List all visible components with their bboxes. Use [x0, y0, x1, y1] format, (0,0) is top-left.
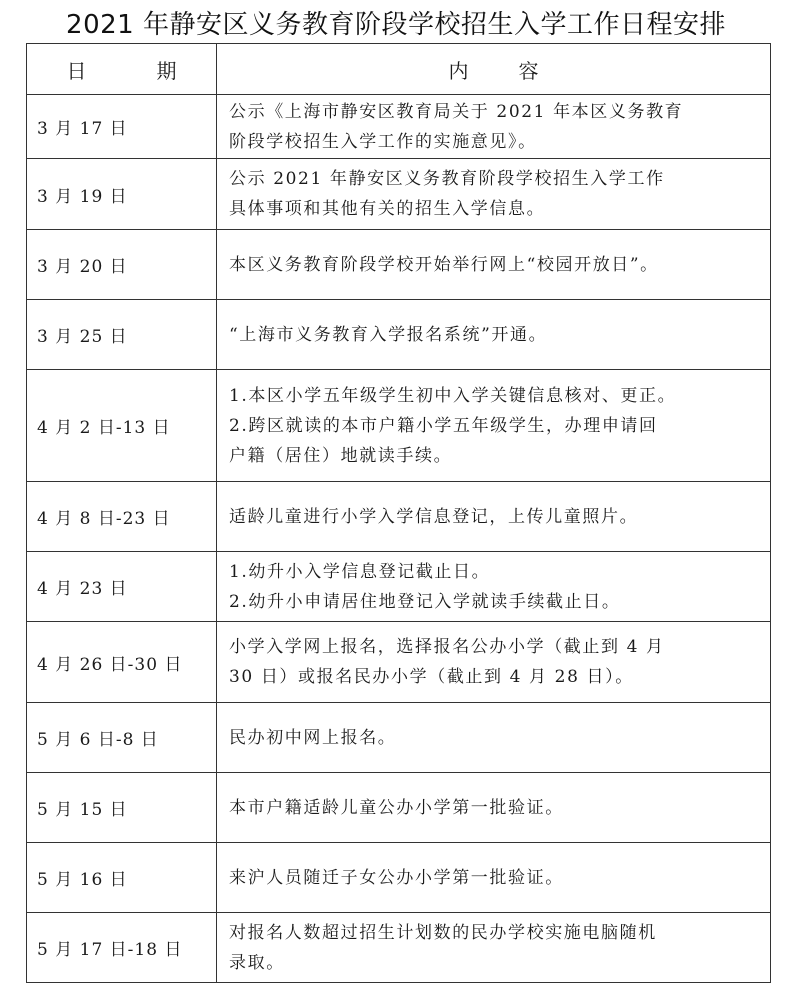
row-content-line: 对报名人数超过招生计划数的民办学校实施电脑随机: [229, 922, 657, 943]
header-content-char-1: 内: [448, 58, 469, 83]
table-row: [27, 370, 771, 482]
table-row: [27, 95, 771, 159]
row-date: 3 月 19 日: [27, 159, 217, 230]
schedule-table: [26, 43, 771, 983]
row-content-line: 1.本区小学五年级学生初中入学关键信息核对、更正。: [229, 385, 677, 406]
row-content-line: 2.跨区就读的本市户籍小学五年级学生，办理申请回: [229, 415, 658, 436]
table-row: [27, 230, 771, 300]
row-content-line: 30 日）或报名民办小学（截止到 4 月 28 日）。: [229, 667, 634, 687]
row-content-line: 适龄儿童进行小学入学信息登记，上传儿童照片。: [229, 506, 639, 527]
row-content: [217, 370, 771, 482]
row-date: 5 月 16 日: [27, 843, 217, 913]
row-date: 4 月 26 日-30 日: [27, 622, 217, 703]
header-date: [27, 44, 217, 95]
row-content: [217, 300, 771, 370]
table-row: [27, 300, 771, 370]
row-date: 3 月 17 日: [27, 95, 217, 159]
row-content: [217, 95, 771, 159]
table-header-row: [27, 44, 771, 95]
row-content: [217, 913, 771, 983]
row-content-line: 来沪人员随迁子女公办小学第一批验证。: [229, 867, 564, 888]
table-row: [27, 703, 771, 773]
row-content-line: “上海市义务教育入学报名系统”开通。: [229, 324, 548, 345]
row-content-line: 公示《上海市静安区教育局关于 2021 年本区义务教育: [229, 101, 684, 122]
page-title: 2021 年静安区义务教育阶段学校招生入学工作日程安排: [66, 10, 726, 40]
row-content-line: 公示 2021 年静安区义务教育阶段学校招生入学工作: [229, 169, 665, 189]
row-content: [217, 159, 771, 230]
row-date: 5 月 15 日: [27, 773, 217, 843]
row-content-line: 1.幼升小入学信息登记截止日。: [229, 561, 491, 582]
row-content-line: 本市户籍适龄儿童公办小学第一批验证。: [229, 797, 564, 818]
row-date: 4 月 8 日-23 日: [27, 482, 217, 552]
row-content-line: 录取。: [229, 952, 285, 973]
row-date: 4 月 2 日-13 日: [27, 370, 217, 482]
row-content-line: 户籍（居住）地就读手续。: [229, 445, 453, 466]
table-row: [27, 622, 771, 703]
row-date: 5 月 6 日-8 日: [27, 703, 217, 773]
table-row: [27, 159, 771, 230]
table-row: [27, 552, 771, 622]
row-content-line: 本区义务教育阶段学校开始举行网上“校园开放日”。: [229, 254, 659, 275]
header-date-char-2: 期: [156, 58, 177, 83]
row-content: [217, 622, 771, 703]
row-date: 3 月 20 日: [27, 230, 217, 300]
row-date: 4 月 23 日: [27, 552, 217, 622]
row-content: [217, 482, 771, 552]
row-date: 3 月 25 日: [27, 300, 217, 370]
row-content-line: 阶段学校招生入学工作的实施意见》。: [229, 131, 537, 152]
row-date: 5 月 17 日-18 日: [27, 913, 217, 983]
table-row: [27, 913, 771, 983]
row-content: [217, 552, 771, 622]
row-content-line: 具体事项和其他有关的招生入学信息。: [229, 199, 546, 219]
row-content-line: 2.幼升小申请居住地登记入学就读手续截止日。: [229, 591, 621, 612]
table-row: [27, 482, 771, 552]
row-content-line: 小学入学网上报名，选择报名公办小学（截止到 4 月: [229, 637, 665, 657]
header-content: [217, 44, 771, 95]
header-content-char-2: 容: [518, 58, 539, 83]
table-row: [27, 843, 771, 913]
header-date-char-1: 日: [66, 58, 87, 83]
table-row: [27, 773, 771, 843]
row-content: [217, 843, 771, 913]
row-content: [217, 230, 771, 300]
row-content: [217, 703, 771, 773]
row-content: [217, 773, 771, 843]
row-content-line: 民办初中网上报名。: [229, 727, 397, 748]
